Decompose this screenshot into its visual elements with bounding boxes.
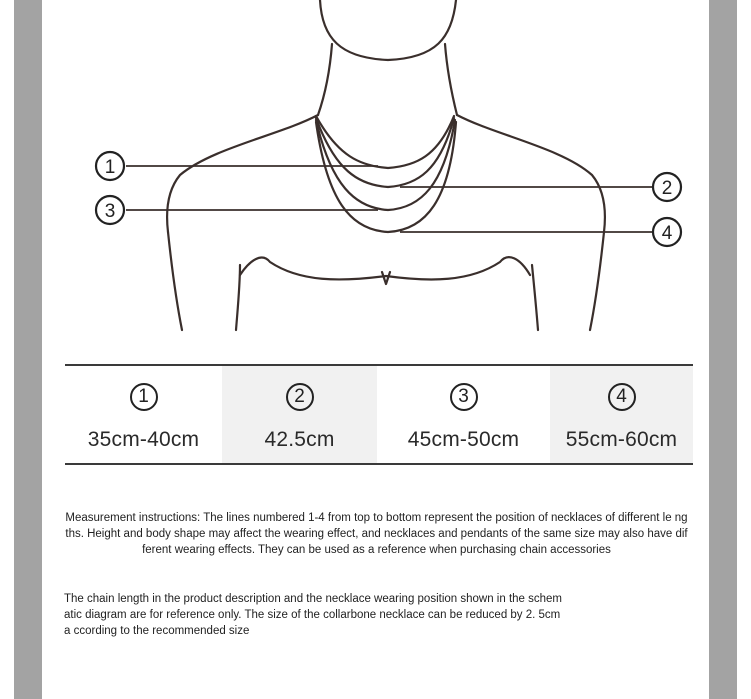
size-column-1 [65, 366, 222, 463]
sternum-mark [382, 272, 390, 284]
size-length-3: 45cm-50cm [407, 428, 520, 451]
shoulder-right [457, 115, 605, 232]
size-length-2: 42.5cm [264, 428, 335, 451]
size-length-1: 35cm-40cm [87, 428, 200, 451]
face-outline [320, 0, 456, 60]
size-column-3 [377, 366, 550, 463]
measurement-instructions: Measurement instructions: The lines numbered 1-4 from top to bottom represent the position of necklaces of different le ngths. Height and body shape may affect the wearing effect, and necklaces and pendants of the same size may also have different wearing effects. They can be used as a reference when purchasing chain accessories [65, 512, 688, 556]
size-number-1: 1 [130, 383, 158, 411]
size-column-2 [222, 366, 377, 463]
size-number-3: 3 [450, 383, 478, 411]
size-column-4 [550, 366, 693, 463]
neck-left [318, 44, 332, 115]
callout-label-2: 2 [661, 178, 673, 199]
shoulder-left [167, 115, 318, 232]
size-number-4: 4 [608, 383, 636, 411]
callout-label-3: 3 [104, 201, 116, 222]
callout-label-1: 1 [104, 157, 116, 178]
neck-right [445, 44, 457, 115]
inner-arm-right [532, 265, 538, 330]
callout-label-4: 4 [661, 223, 673, 244]
arm-left [168, 232, 182, 330]
collarbone-line [240, 257, 530, 279]
size-length-4: 55cm-60cm [565, 428, 678, 451]
arm-right [590, 232, 604, 330]
necklace-size-table [65, 364, 693, 466]
reference-note: The chain length in the product description and the necklace wearing position shown in the schem atic diagram are for reference only. The size of the collarbone necklace can be reduced by 2. 5cm a ccording to the recommended size [64, 593, 562, 637]
table-bottom-rule [65, 463, 693, 465]
size-number-2: 2 [286, 383, 314, 411]
